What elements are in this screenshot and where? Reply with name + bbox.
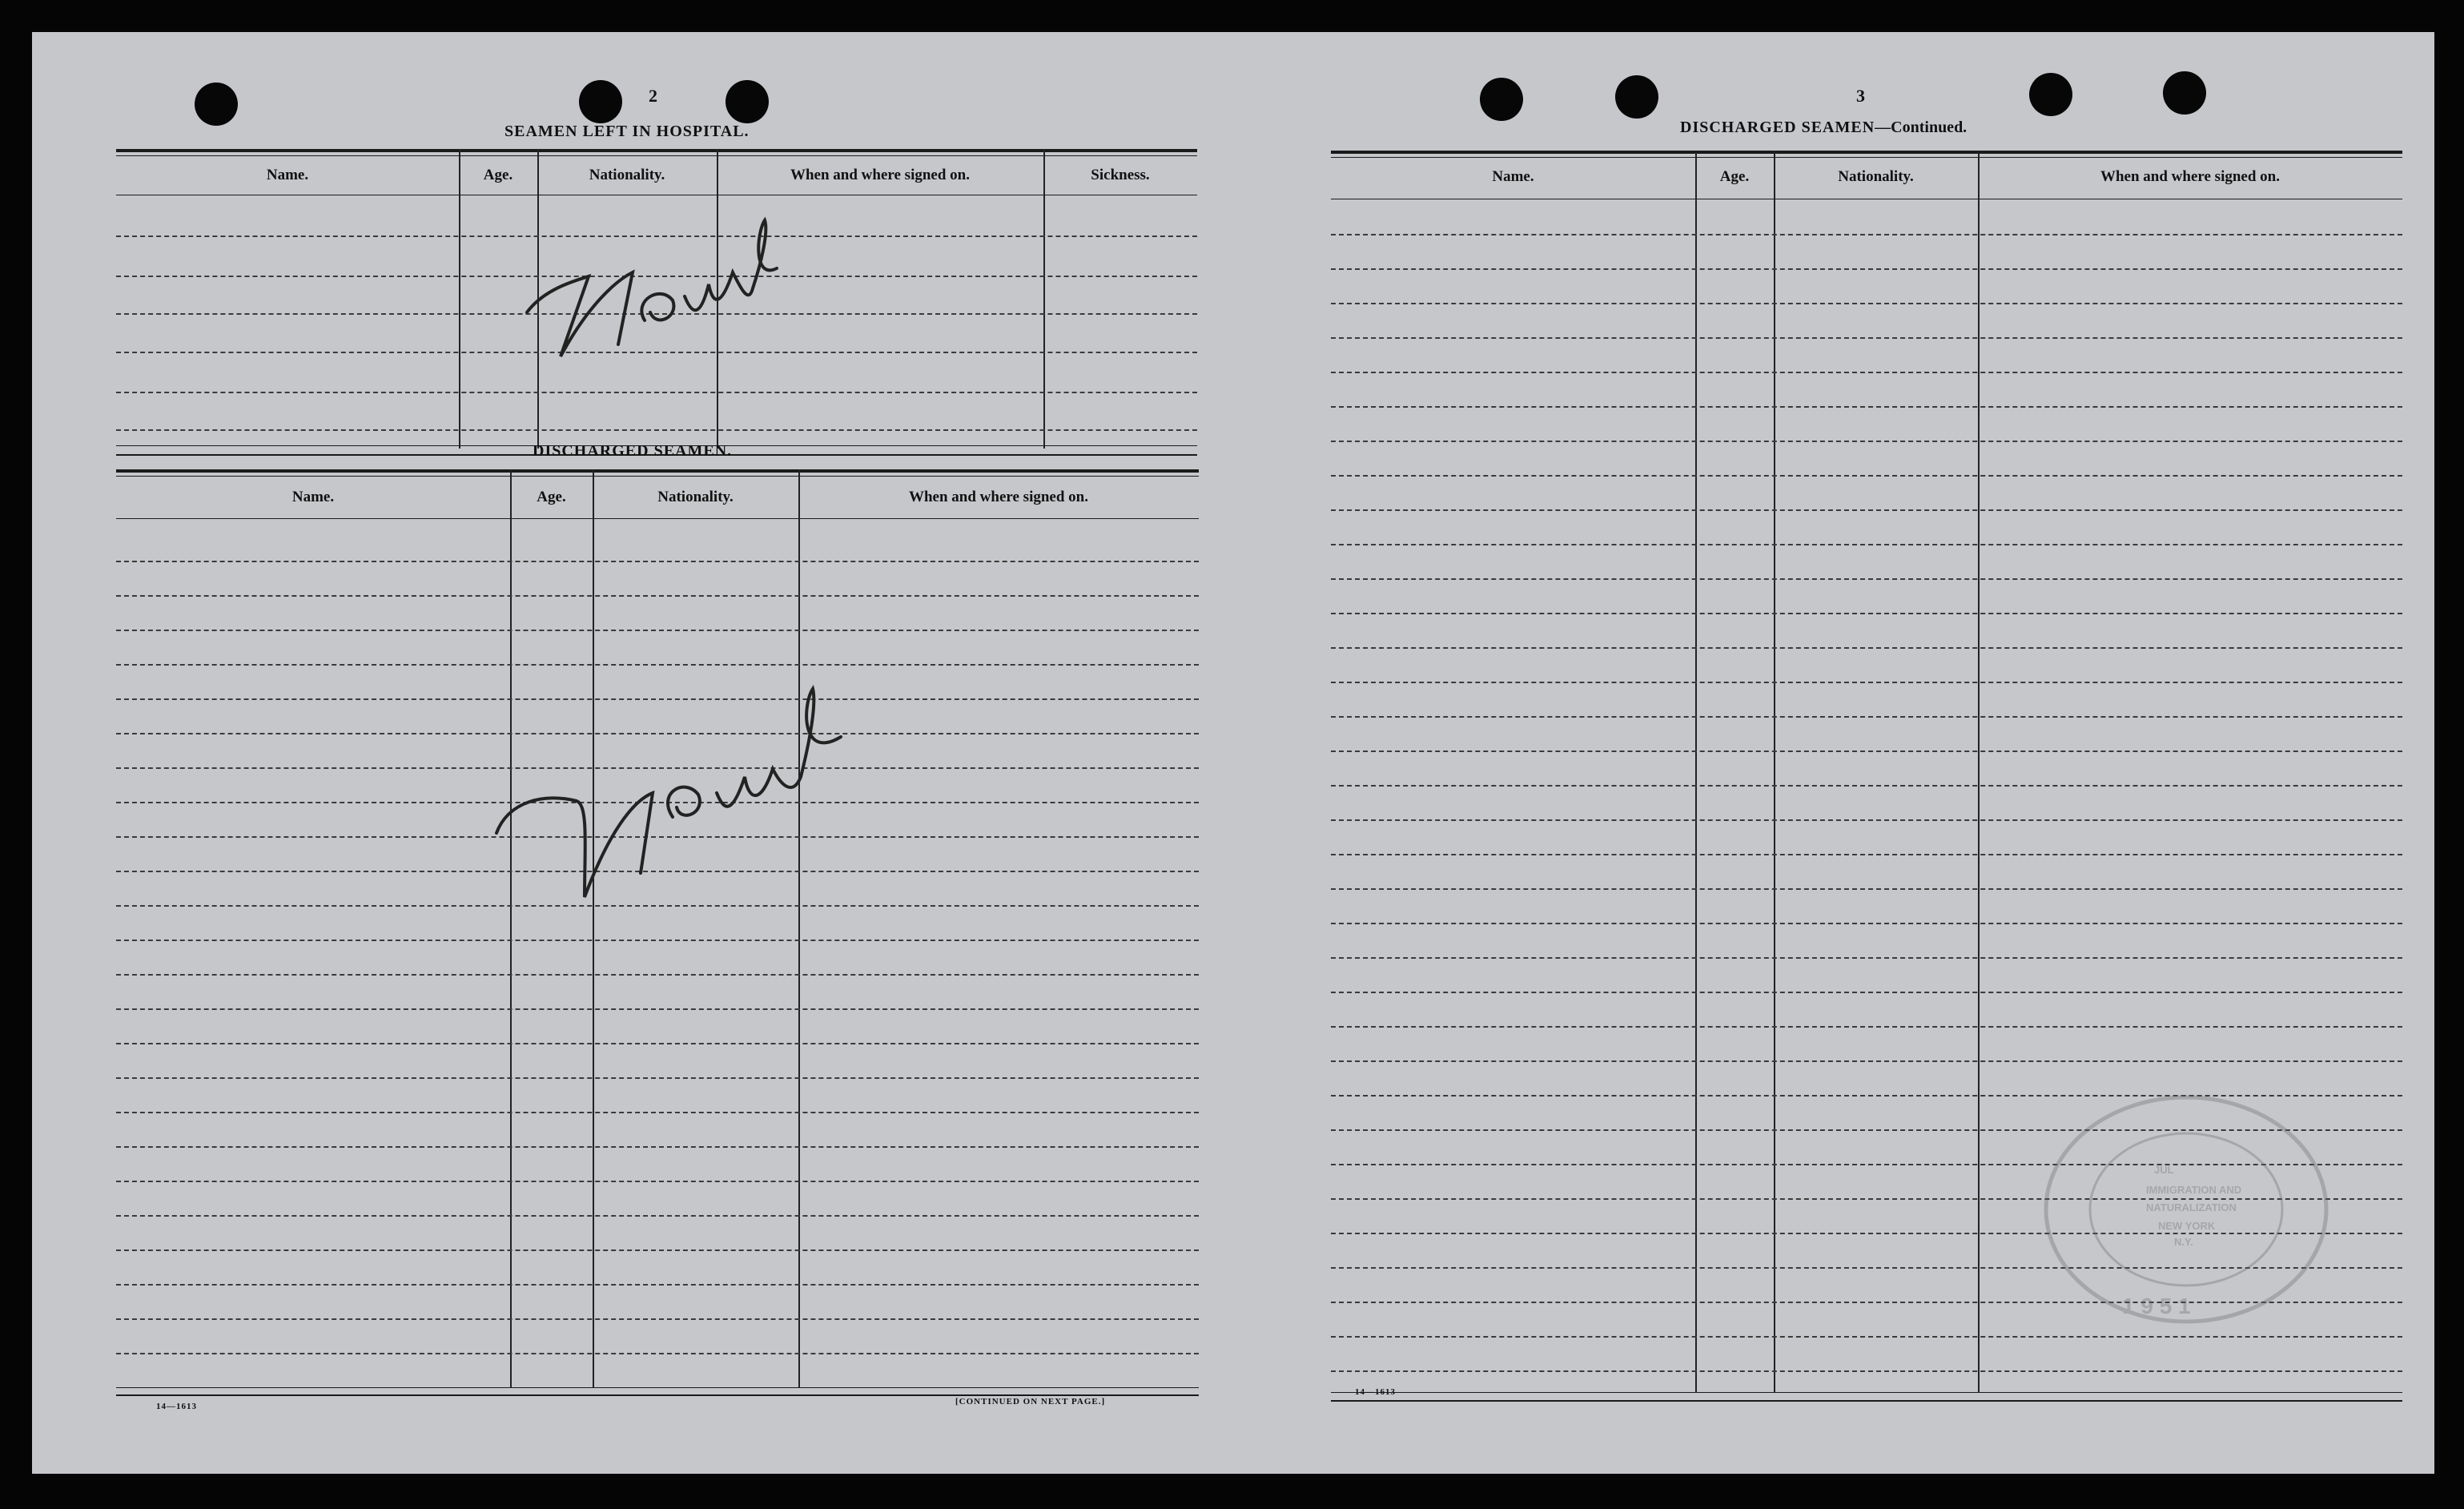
punch-hole <box>195 82 238 126</box>
col-header-nationality: Nationality. <box>1838 168 1914 185</box>
col-header-name: Name. <box>291 489 335 505</box>
col-header-signed-on: When and where signed on. <box>908 489 1088 505</box>
discharged-section-title: DISCHARGED SEAMEN. <box>533 442 733 460</box>
col-header-sickness: Sickness. <box>1091 167 1150 183</box>
punch-hole <box>2029 73 2072 116</box>
stamp-outer-text: 1 9 5 1 <box>2122 1294 2191 1318</box>
stamp-line-4: NEW YORK <box>2158 1220 2216 1232</box>
col-header-signed-on: When and where signed on. <box>790 167 970 183</box>
form-number-left: 14—1613 <box>156 1402 197 1411</box>
continued-note: [CONTINUED ON NEXT PAGE.] <box>955 1397 1106 1406</box>
title-suffix: —Continued. <box>1875 119 1968 136</box>
col-header-nationality: Nationality. <box>589 167 665 183</box>
col-header-signed-on: When and where signed on. <box>2100 168 2280 185</box>
punch-hole <box>1480 78 1523 121</box>
col-header-name: Name. <box>1492 168 1534 185</box>
col-header-name: Name. <box>266 167 309 183</box>
punch-hole <box>579 80 622 123</box>
punch-hole <box>726 80 769 123</box>
immigration-stamp <box>2026 1081 2346 1338</box>
discharged-continued-title <box>1680 119 1967 137</box>
stamp-line-3: NATURALIZATION <box>2146 1201 2237 1213</box>
page-number-right: 3 <box>1856 86 1865 106</box>
handwritten-none-discharged <box>488 641 865 913</box>
page-number-left: 2 <box>649 86 657 106</box>
manifest-sheet <box>32 32 2434 1474</box>
col-header-age: Age. <box>537 489 566 505</box>
title-main: DISCHARGED SEAMEN <box>1680 119 1875 136</box>
handwritten-none-hospital <box>512 184 801 376</box>
stamp-line-5: N.Y. <box>2174 1236 2193 1248</box>
col-header-age: Age. <box>1719 168 1750 185</box>
col-header-nationality: Nationality. <box>657 489 734 505</box>
hospital-section-title: SEAMEN LEFT IN HOSPITAL. <box>504 123 750 140</box>
stamp-line-1: JUL <box>2154 1164 2174 1176</box>
punch-hole <box>1615 75 1658 119</box>
form-number-right: 14—1613 <box>1355 1387 1396 1397</box>
punch-hole <box>2163 71 2206 115</box>
col-header-age: Age. <box>483 167 513 183</box>
discharged-table <box>116 469 1199 1414</box>
stamp-line-2: IMMIGRATION AND <box>2146 1184 2242 1196</box>
